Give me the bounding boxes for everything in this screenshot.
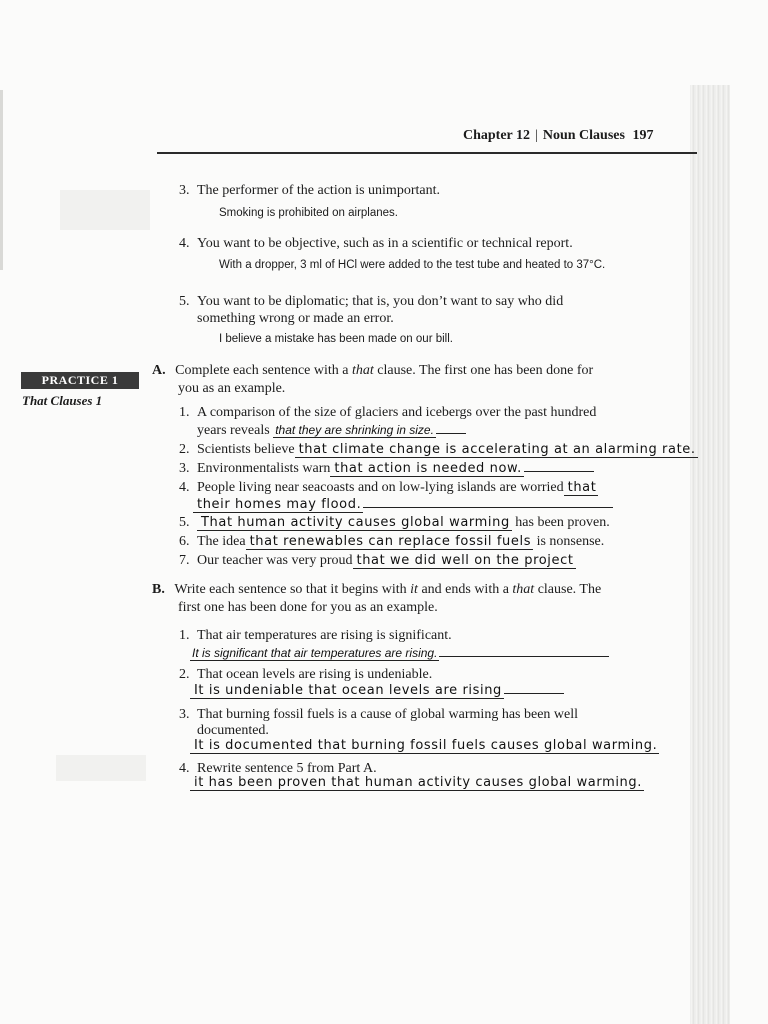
header-rule bbox=[157, 152, 697, 154]
running-header bbox=[463, 128, 653, 144]
intro-example: With a dropper, 3 ml of HCl were added to the test tube and heated to 37°C. bbox=[219, 259, 606, 271]
handwritten-answer: that renewables can replace fossil fuels bbox=[246, 534, 533, 550]
exercise-b-item: 1. That air temperatures are rising is significant. bbox=[179, 628, 452, 643]
intro-example: I believe a mistake has been made on our bill. bbox=[219, 333, 453, 345]
page-spine-shadow bbox=[0, 90, 3, 270]
part-b-instructions: B. Write each sentence so that it begins with it and ends with a that clause. The bbox=[152, 582, 602, 597]
practice-badge: PRACTICE 1 bbox=[21, 372, 139, 389]
exercise-a-item: 2. Scientists believe that climate change is accelerating at an alarming rate. bbox=[179, 442, 696, 457]
handwritten-answer: it has been proven that human activity causes global warming. bbox=[190, 775, 644, 791]
bleed-through-mark bbox=[60, 190, 150, 230]
exercise-a-item: 3. Environmentalists warn that action is needed now. bbox=[179, 461, 594, 476]
handwritten-answer: that we did well on the project bbox=[353, 553, 576, 569]
part-a-letter: A. bbox=[152, 363, 166, 378]
intro-item-continuation: something wrong or made an error. bbox=[197, 311, 394, 326]
exercise-a-item: 7. Our teacher was very proud that we did well on the project bbox=[179, 553, 574, 568]
part-a-instructions: A. Complete each sentence with a that clause. The first one has been done for bbox=[152, 363, 594, 378]
exercise-b-answer-line bbox=[190, 775, 644, 790]
handwritten-answer: that bbox=[564, 480, 599, 496]
page-number: 197 bbox=[632, 128, 654, 143]
intro-item: 4. You want to be objective, such as in a scientific or technical report. bbox=[179, 236, 573, 251]
handwritten-answer-continuation: their homes may flood. bbox=[193, 497, 363, 513]
exercise-b-item: 3. That burning fossil fuels is a cause of global warming has been well bbox=[179, 707, 579, 722]
intro-item: 3. The performer of the action is unimportant. bbox=[179, 183, 440, 198]
handwritten-answer: that climate change is accelerating at an alarming rate. bbox=[295, 442, 698, 458]
exercise-b-item: 2. That ocean levels are rising is undeniable. bbox=[179, 667, 433, 682]
handwritten-answer: that action is needed now. bbox=[330, 461, 523, 477]
intro-example: Smoking is prohibited on airplanes. bbox=[219, 207, 398, 219]
handwritten-answer: It is documented that burning fossil fuels causes global warming. bbox=[190, 738, 659, 754]
part-b-letter: B. bbox=[152, 582, 165, 597]
exercise-a-item: 4. People living near seacoasts and on low-lying islands are worried that bbox=[179, 480, 597, 495]
part-b-instructions-line2: first one has been done for you as an example. bbox=[178, 600, 438, 615]
part-a-instructions-line2: you as an example. bbox=[178, 381, 286, 396]
exercise-b-answer-line bbox=[190, 646, 609, 661]
exercise-a-item: 6. The idea that renewables can replace fossil fuels is nonsense. bbox=[179, 534, 605, 549]
exercise-b-item: 4. Rewrite sentence 5 from Part A. bbox=[179, 761, 377, 776]
intro-item: 5. You want to be diplomatic; that is, you don’t want to say who did bbox=[179, 294, 564, 309]
handwritten-answer: It is undeniable that ocean levels are rising bbox=[190, 683, 504, 699]
practice-subtitle: That Clauses 1 bbox=[22, 393, 103, 408]
example-answer: that they are shrinking in size. bbox=[275, 423, 434, 437]
exercise-a-item: 1. A comparison of the size of glaciers and icebergs over the past hundred bbox=[179, 405, 597, 420]
exercise-b-item-line2: documented. bbox=[197, 723, 269, 738]
section-title: Noun Clauses bbox=[542, 128, 625, 143]
chapter-label: Chapter 12 bbox=[463, 128, 531, 143]
example-answer: It is significant that air temperatures are rising. bbox=[192, 646, 438, 660]
exercise-a-item-line2 bbox=[193, 497, 613, 512]
page-edge-stack bbox=[690, 85, 730, 1024]
exercise-a-item: 5. That human activity causes global warming has been proven. bbox=[179, 515, 610, 530]
bleed-through-mark bbox=[56, 755, 146, 781]
exercise-a-item-line2: years reveals that they are shrinking in size. bbox=[197, 423, 466, 438]
exercise-b-answer-line bbox=[190, 683, 564, 698]
handwritten-answer: That human activity causes global warming bbox=[197, 515, 512, 531]
header-separator: | bbox=[535, 128, 538, 143]
exercise-b-answer-line bbox=[190, 738, 659, 753]
